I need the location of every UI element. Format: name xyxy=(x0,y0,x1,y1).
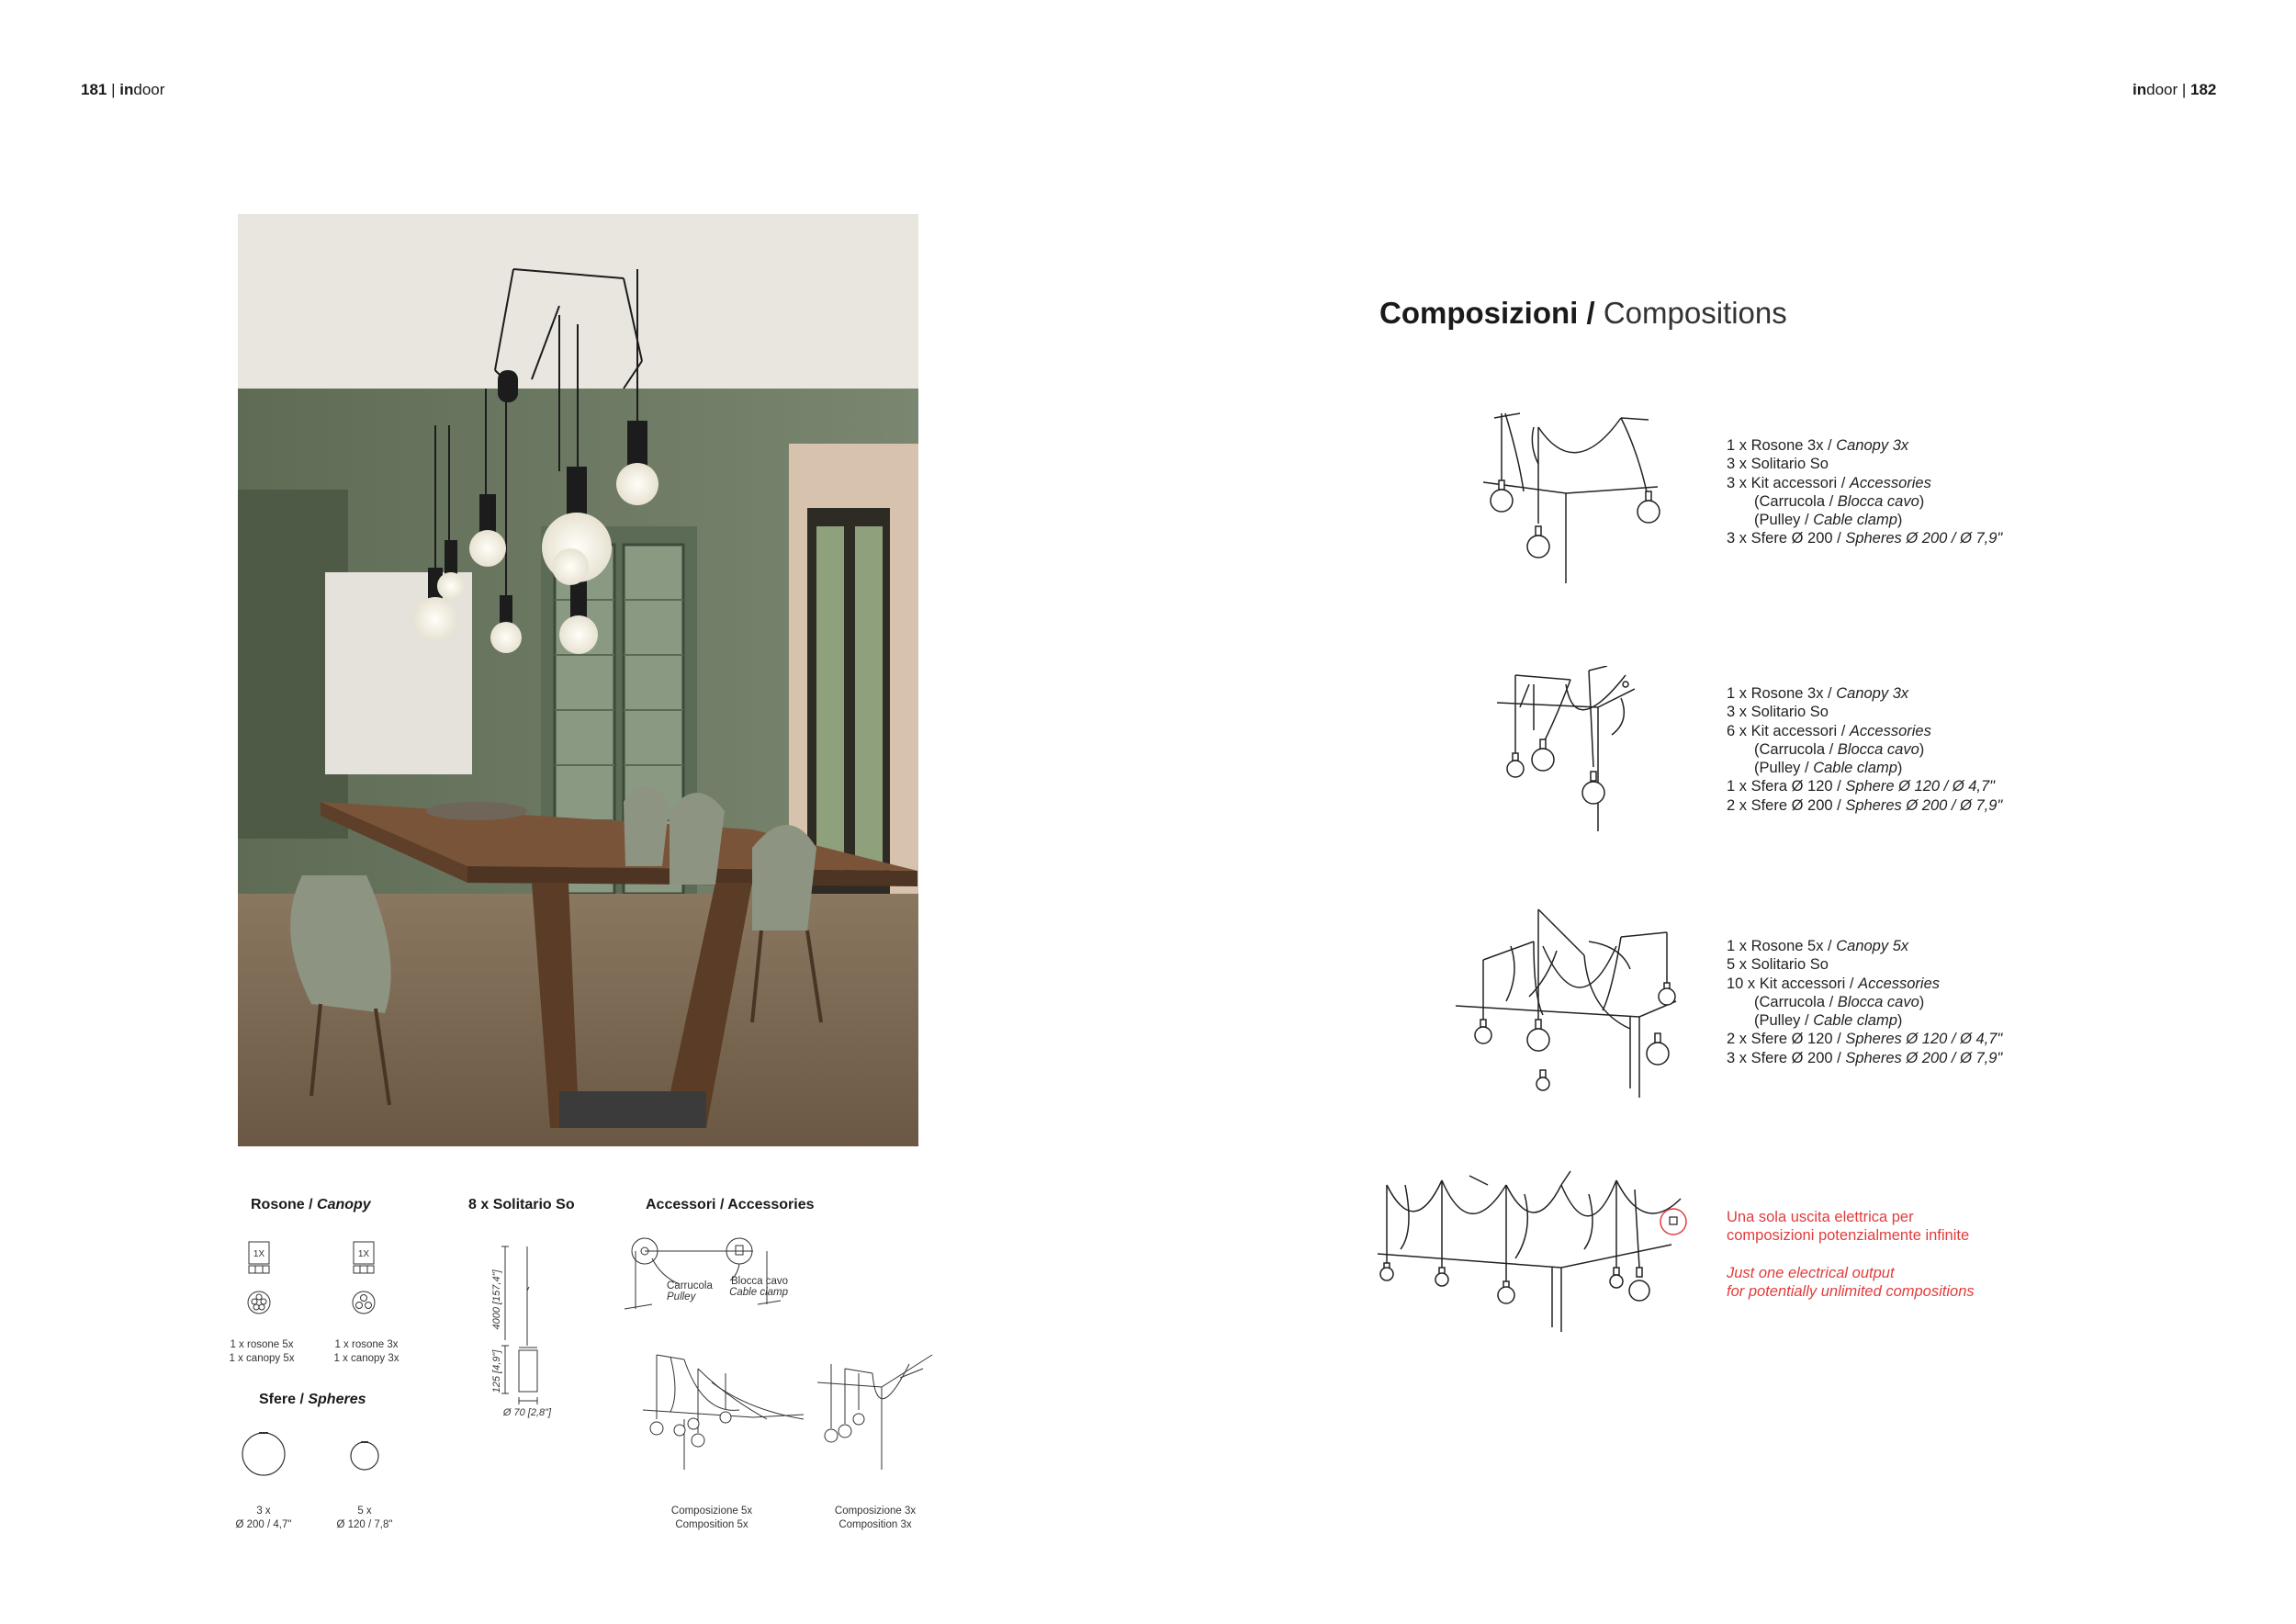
solitario-title: 8 x Solitario So xyxy=(468,1197,575,1212)
composition-line: 3 x Kit accessori / Accessories xyxy=(1727,474,1931,491)
note-en-line-1: Just one electrical output xyxy=(1727,1264,1895,1281)
dimension-height: 125 [4,9"] xyxy=(491,1349,502,1393)
pulley-label: Pulley xyxy=(667,1291,696,1303)
note-it-line-1: Una sola uscita elettrica per xyxy=(1727,1209,1914,1225)
composition-2-text xyxy=(1727,684,2002,815)
solitario-dimension-drawing xyxy=(487,1245,579,1419)
dimension-diameter: Ø 70 [2,8"] xyxy=(502,1407,552,1418)
left-page-folio: 181 | indoor xyxy=(81,81,165,98)
composition-line: 6 x Kit accessori / Accessories xyxy=(1727,722,1931,739)
rosone-5x-box-label: 1X xyxy=(253,1249,265,1259)
composition-line: (Carrucola / Blocca cavo) xyxy=(1754,492,1925,510)
blocca-cavo-label: Blocca cavo xyxy=(730,1276,788,1287)
composition-line: 3 x Sfere Ø 200 / Spheres Ø 200 / Ø 7,9" xyxy=(1727,1049,2003,1066)
rosone-5x-icon xyxy=(246,1240,274,1323)
dimension-length: 4000 [157,4"] xyxy=(491,1269,502,1330)
rosone-3x-box-label: 1X xyxy=(357,1249,370,1259)
note-it-line-2: composizioni potenzialmente infinite xyxy=(1727,1227,1970,1245)
composition-5x-caption: Composizione 5x Composition 5x xyxy=(670,1506,753,1530)
sphere-200-caption: 3 x Ø 200 / 4,7" xyxy=(235,1506,292,1530)
accessori-title: Accessori / Accessories xyxy=(646,1197,815,1212)
note-en-line-2: for potentially unlimited compositions xyxy=(1727,1282,1975,1300)
unlimited-note xyxy=(1727,1208,1975,1301)
composition-line: (Pulley / Cable clamp) xyxy=(1754,1012,1903,1030)
composition-line: 1 x Sfera Ø 120 / Sphere Ø 120 / Ø 4,7" xyxy=(1727,778,1996,795)
composition-3x-diagram-1 xyxy=(1483,409,1667,583)
unlimited-composition-diagram xyxy=(1378,1167,1699,1332)
composition-line: (Carrucola / Blocca cavo) xyxy=(1754,993,1925,1010)
rosone-5x-caption: 1 x rosone 5x 1 x canopy 5x xyxy=(229,1339,295,1364)
composition-line: 5 x Solitario So xyxy=(1727,956,1829,974)
dining-room-photo xyxy=(238,214,918,1146)
rosone-3x-icon xyxy=(351,1240,378,1323)
composition-line: 10 x Kit accessori / Accessories xyxy=(1727,975,1941,992)
composition-line: (Pulley / Cable clamp) xyxy=(1754,512,1903,529)
composition-line: 1 x Rosone 5x / Canopy 5x xyxy=(1727,938,1909,954)
composition-3x-small-drawing xyxy=(817,1346,937,1474)
composition-line: (Carrucola / Blocca cavo) xyxy=(1754,740,1925,758)
composition-line: 2 x Sfere Ø 120 / Spheres Ø 120 / Ø 4,7" xyxy=(1727,1031,2003,1048)
composition-3x-diagram-2 xyxy=(1497,666,1662,831)
cable-clamp-label: Cable clamp xyxy=(729,1287,788,1298)
rosone-3x-caption: 1 x rosone 3x 1 x canopy 3x xyxy=(333,1339,400,1364)
composition-line: 1 x Rosone 3x / Canopy 3x xyxy=(1727,685,1909,702)
composition-5x-diagram xyxy=(1456,905,1685,1098)
right-page-folio: indoor | 182 xyxy=(2133,81,2217,98)
accessories-drawing xyxy=(625,1231,790,1314)
sphere-120-caption: 5 x Ø 120 / 7,8" xyxy=(336,1506,393,1530)
composition-line: 3 x Solitario So xyxy=(1727,704,1829,721)
carrucola-label: Carrucola xyxy=(667,1280,713,1291)
composition-1-text xyxy=(1727,436,2002,548)
composition-5x-small-drawing xyxy=(643,1346,804,1474)
composition-3x-caption: Composizione 3x Composition 3x xyxy=(834,1506,917,1530)
composition-line: 1 x Rosone 3x / Canopy 3x xyxy=(1727,437,1909,454)
rosone-title: Rosone / Canopy xyxy=(251,1197,371,1212)
page-title: Composizioni / Compositions xyxy=(1379,296,1787,330)
composition-line: (Pulley / Cable clamp) xyxy=(1754,760,1903,777)
composition-line: 3 x Solitario So xyxy=(1727,456,1829,473)
sfere-title: Sfere / Spheres xyxy=(259,1392,366,1407)
composition-line: 3 x Sfere Ø 200 / Spheres Ø 200 / Ø 7,9" xyxy=(1727,530,2003,547)
composition-line: 2 x Sfere Ø 200 / Spheres Ø 200 / Ø 7,9" xyxy=(1727,796,2003,814)
composition-3-text xyxy=(1727,937,2002,1067)
sphere-120-icon xyxy=(349,1440,380,1472)
sphere-200-icon xyxy=(241,1431,287,1477)
